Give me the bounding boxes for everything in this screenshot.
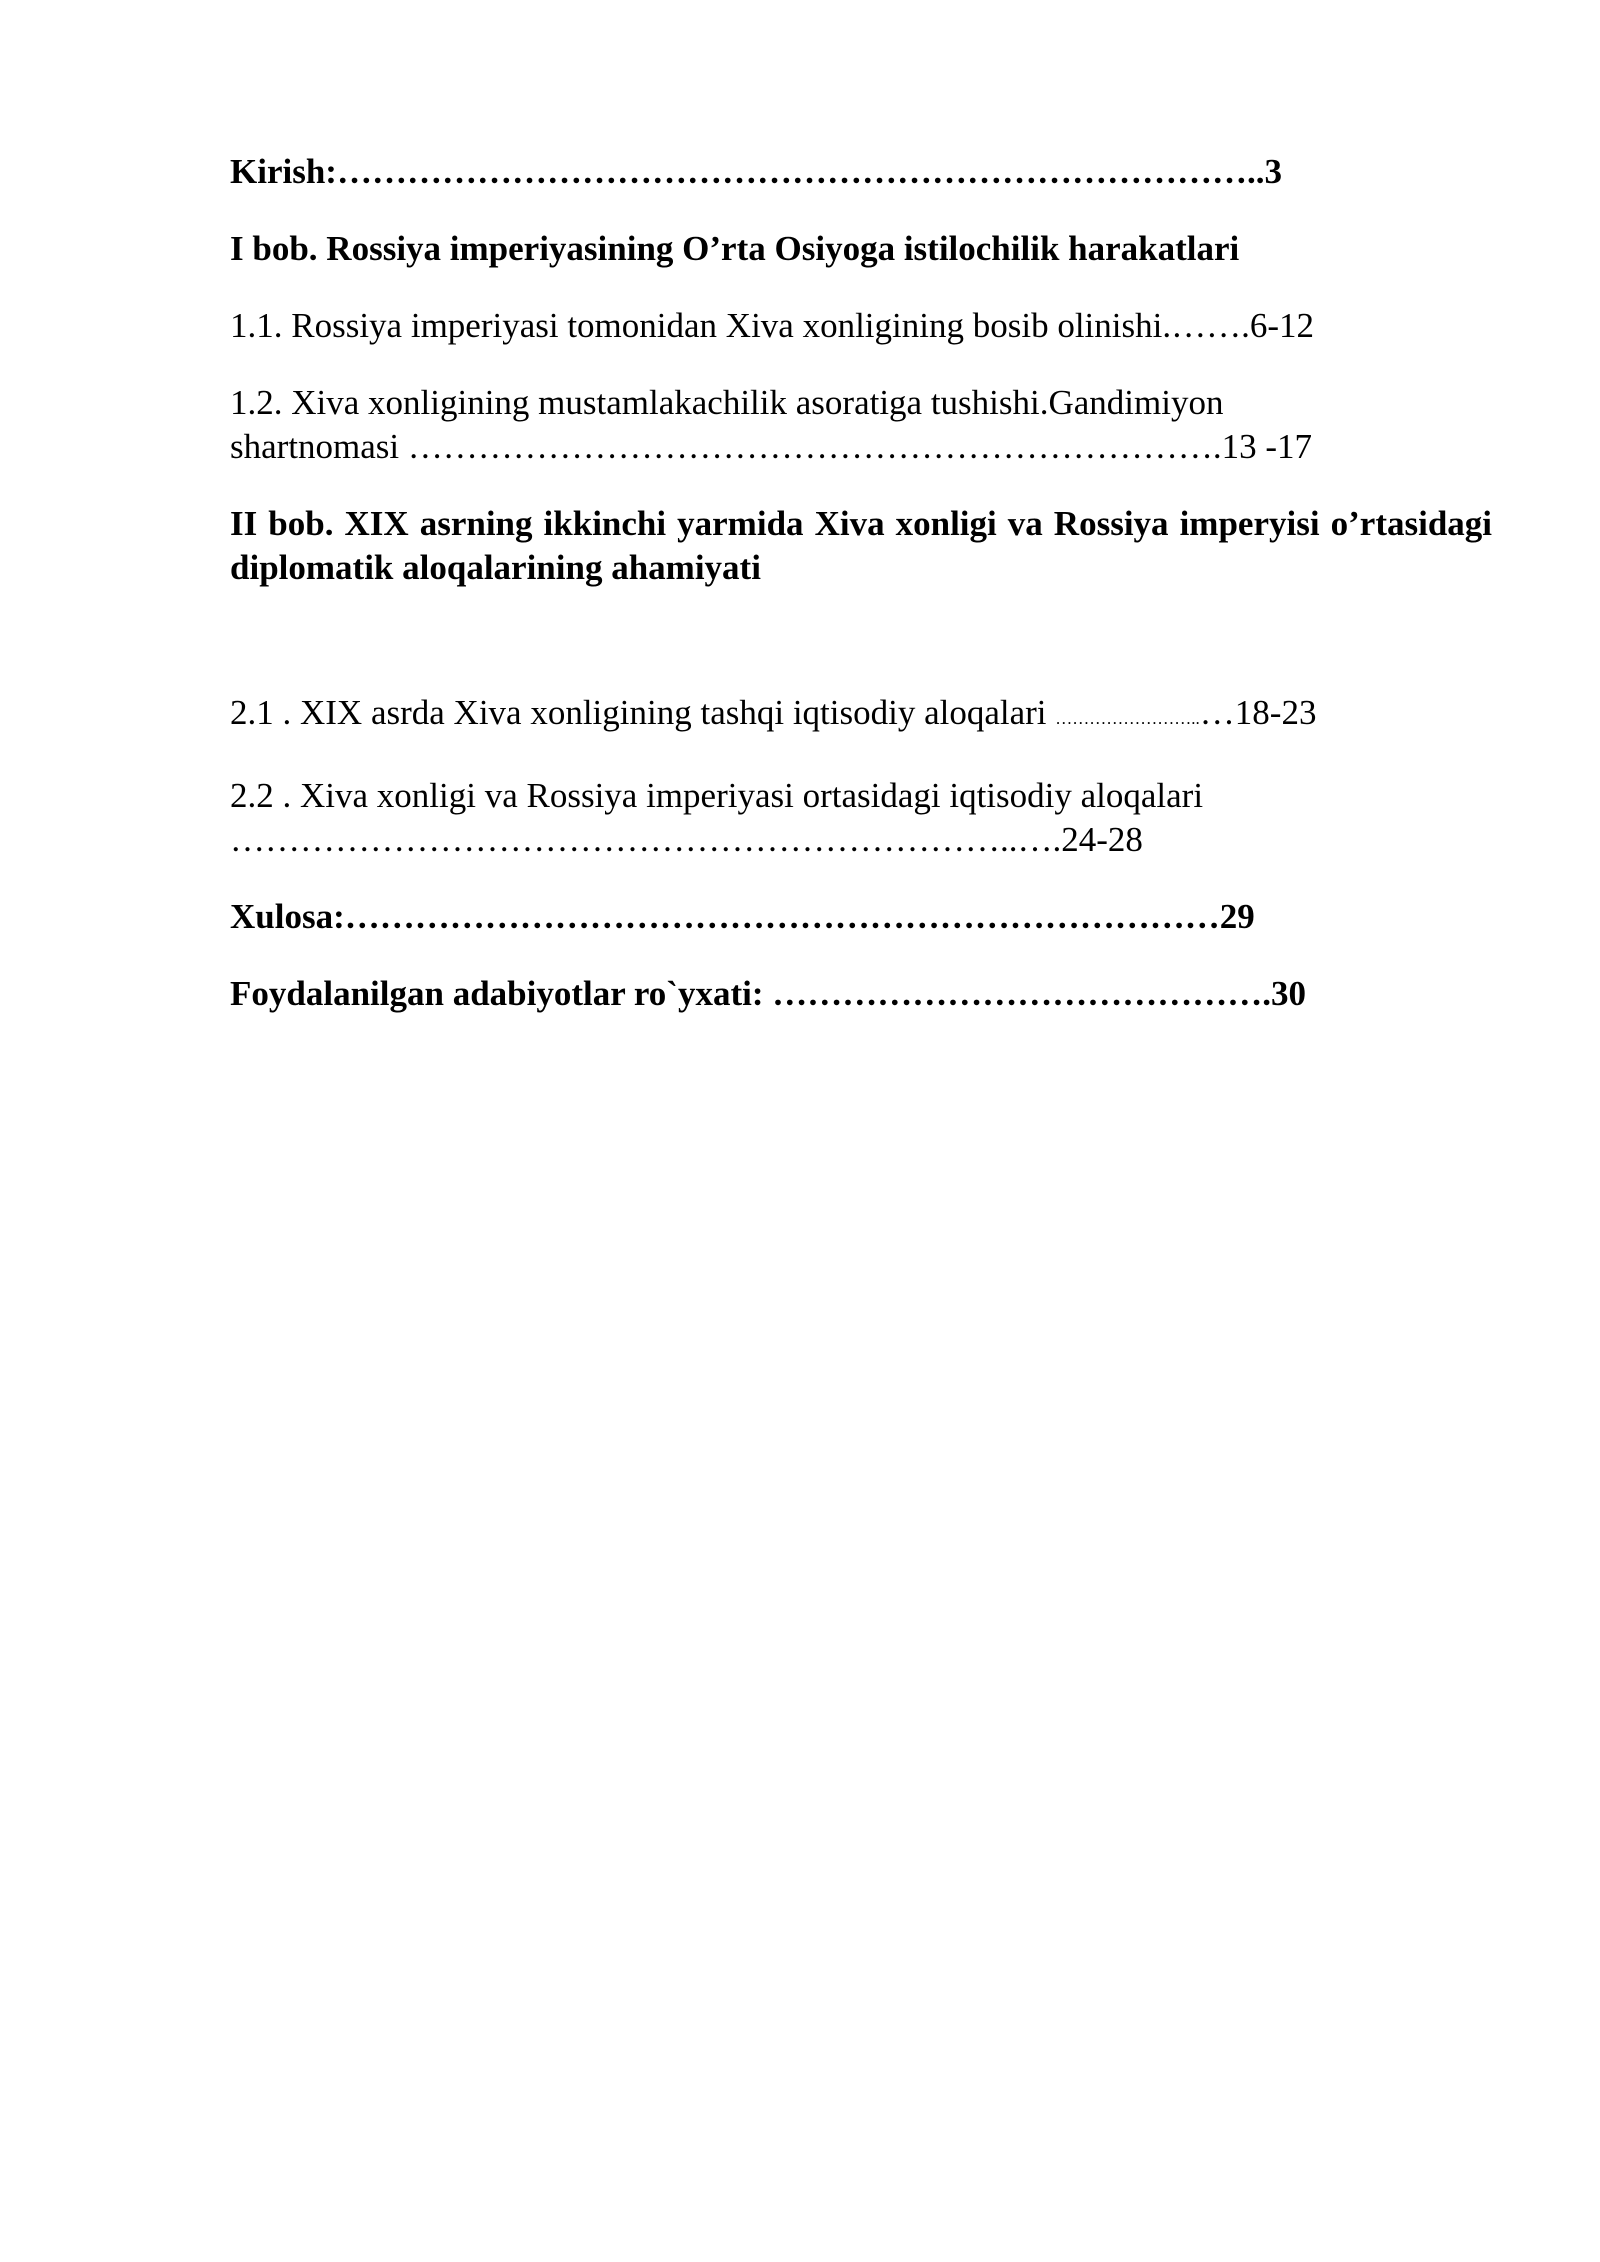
toc-leader-dots: …………………………………………………………..….	[230, 820, 1062, 859]
toc-page-number: 6-12	[1249, 306, 1314, 345]
toc-entry-2-2	[230, 774, 1492, 862]
toc-entry-kirish	[230, 150, 1492, 194]
toc-leader-dots: …	[1199, 693, 1235, 732]
toc-page-number: 13 -17	[1221, 427, 1313, 466]
toc-page-number: 30	[1270, 974, 1306, 1013]
toc-chapter-label-line2: o’rtasidagi diplomatik aloqalarining ahamiyati	[230, 504, 1493, 587]
toc-page-number: 24-28	[1061, 820, 1143, 859]
toc-entry-line2	[230, 425, 1492, 469]
toc-entry-label-line1: 2.2 . Xiva xonligi va Rossiya imperiyasi ortasidagi iqtisodiy aloqalari	[230, 776, 1204, 815]
toc-entry-line2	[230, 818, 1492, 862]
toc-chapter-label-line1: II bob. XIX asrning ikkinchi yarmida Xiva xonligi va Rossiya imperyisi	[230, 504, 1320, 543]
toc-entry-label-line2: shartnomasi	[230, 427, 408, 466]
toc-leader-dots: …….	[1171, 306, 1250, 345]
toc-chapter-2-title	[230, 502, 1492, 590]
toc-entry-label-line1: 1.2. Xiva xonligining mustamlakachilik asoratiga tushishi.Gandimiyon	[230, 383, 1224, 422]
toc-entry-label: Kirish:	[230, 152, 337, 191]
toc-entry-xulosa	[230, 895, 1492, 939]
toc-entry-adabiyotlar	[230, 972, 1492, 1016]
toc-entry-label: Xulosa:	[230, 897, 345, 936]
toc-page-number: 18-23	[1234, 693, 1317, 732]
toc-entry-1-1	[230, 304, 1492, 348]
toc-page-number: 29	[1219, 897, 1255, 936]
toc-leader-dots: ……………………………………………………………………..	[336, 152, 1265, 191]
toc-entry-label: 1.1. Rossiya imperiyasi tomonidan Xiva xonligining bosib olinishi.	[230, 306, 1172, 345]
toc-chapter-label: I bob. Rossiya imperiyasining O’rta Osiyoga istilochilik harakatlari	[230, 229, 1240, 268]
table-of-contents	[230, 150, 1492, 1049]
spacer	[230, 623, 1492, 691]
toc-entry-1-2	[230, 381, 1492, 469]
toc-leader-dots: …………………………………….	[772, 974, 1271, 1013]
toc-entry-label: 2.1 . XIX asrda Xiva xonligining tashqi iqtisodiy aloqalari	[230, 693, 1056, 732]
toc-leader-dots: …………………………………………………………….	[407, 427, 1222, 466]
toc-leader-small-dots: ……………………..	[1055, 709, 1200, 728]
toc-leader-dots: …………………………………………………………………	[344, 897, 1220, 936]
toc-chapter-1-title	[230, 227, 1492, 271]
toc-entry-2-1	[230, 691, 1492, 741]
toc-page-number: 3	[1264, 152, 1282, 191]
toc-entry-label: Foydalanilgan adabiyotlar ro`yxati:	[230, 974, 773, 1013]
